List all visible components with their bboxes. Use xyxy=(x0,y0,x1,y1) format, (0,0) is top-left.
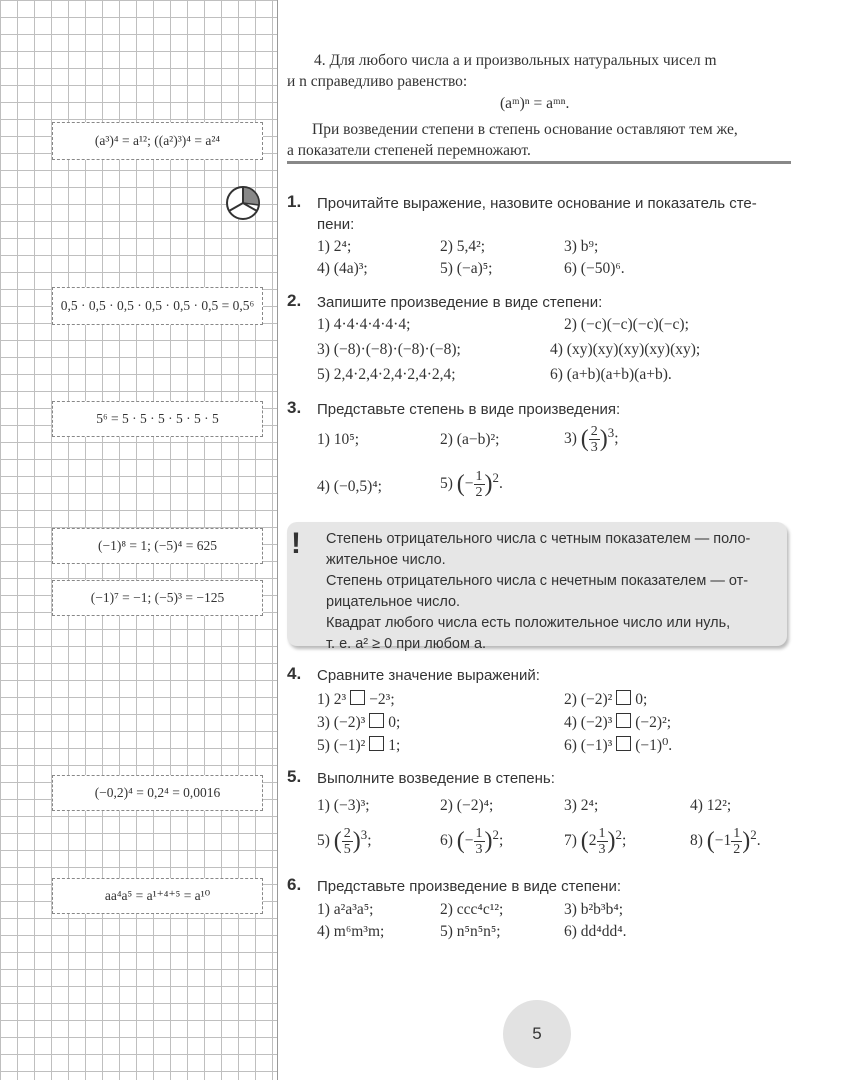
task-4-text: Сравните значение выражений: xyxy=(317,667,540,684)
task-2-item: 4) (xy)(xy)(xy)(xy)(xy); xyxy=(550,341,701,358)
answer-box[interactable] xyxy=(350,690,365,705)
task-4-item: 5) (−1)² 1; xyxy=(317,737,401,754)
task-1-item: 6) (−50)⁶. xyxy=(564,260,625,277)
rule-4-line-1: 4. Для любого числа a и произвольных натуральных чисел m xyxy=(314,52,717,69)
answer-box[interactable] xyxy=(616,736,631,751)
exclamation-icon: ! xyxy=(291,527,301,560)
task-3-item: 2) (a−b)²; xyxy=(440,431,500,448)
task-1-item: 4) (4a)³; xyxy=(317,260,368,277)
margin-note-power-of-power xyxy=(52,122,263,160)
answer-box[interactable] xyxy=(369,713,384,728)
task-2-item: 3) (−8)·(−8)·(−8)·(−8); xyxy=(317,341,461,358)
task-6-number: 6. xyxy=(287,875,302,894)
margin-note-odd-power xyxy=(52,580,263,616)
task-3-number: 3. xyxy=(287,398,302,417)
task-4-item: 3) (−2)³ 0; xyxy=(317,714,401,731)
task-6-item: 2) ccc⁴c¹²; xyxy=(440,901,504,918)
task-6-item: 1) a²a³a⁵; xyxy=(317,901,374,918)
rule-4-line-4: а показатели степеней перемножают. xyxy=(287,142,531,159)
task-2-item: 5) 2,4·2,4·2,4·2,4·2,4; xyxy=(317,366,456,383)
task-5-item-6: 6) (− $\frac{1}{3}$ )$^2$; xyxy=(440,826,504,857)
task-6-item: 5) n⁵n⁵n⁵; xyxy=(440,923,501,940)
task-5-item: 4) 12²; xyxy=(690,797,732,814)
task-4-item: 1) 2³ −2³; xyxy=(317,691,395,708)
margin-note-negative-decimal xyxy=(52,775,263,811)
task-1-item: 5) (−a)⁵; xyxy=(440,260,493,277)
task-4-item: 4) (−2)³ (−2)²; xyxy=(564,714,672,731)
task-5-item-7: 7) (2 $\frac{1}{3}$ )$^2$; xyxy=(564,826,627,857)
task-4-number: 4. xyxy=(287,664,302,683)
task-1-item: 1) 2⁴; xyxy=(317,238,352,255)
task-2-item: 6) (a+b)(a+b)(a+b). xyxy=(550,366,672,383)
task-4-item: 2) (−2)² 0; xyxy=(564,691,648,708)
task-3-item-5: 5) (− $\frac{1}{2}$ )$^2$. xyxy=(440,469,503,500)
answer-box[interactable] xyxy=(369,736,384,751)
margin-note-5-power-6 xyxy=(52,401,263,437)
note-text: 0,5 · 0,5 · 0,5 · 0,5 · 0,5 · 0,5 = 0,5⁶ xyxy=(60,298,255,313)
task-5-text: Выполните возведение в степень: xyxy=(317,770,555,787)
task-4-item: 6) (−1)³ (−1)⁰. xyxy=(564,737,673,754)
section-divider xyxy=(287,161,791,164)
pie-segment-icon xyxy=(225,185,261,221)
answer-box[interactable] xyxy=(616,713,631,728)
rule-4-line-3: При возведении степени в степень основание оставляют тем же, xyxy=(312,121,738,138)
task-5-item: 2) (−2)⁴; xyxy=(440,797,494,814)
task-5-item: 3) 2⁴; xyxy=(564,797,599,814)
task-5-item: 1) (−3)³; xyxy=(317,797,370,814)
rule-4-line-2: и n справедливо равенство: xyxy=(287,73,468,90)
task-3-item-3: 3) ( $\frac{2}{3}$ )$^3$; xyxy=(564,424,619,455)
task-6-text: Представьте произведение в виде степени: xyxy=(317,878,621,895)
task-3-item: 4) (−0,5)⁴; xyxy=(317,478,382,495)
margin-note-sum-exponents xyxy=(52,878,263,914)
page-number: 5 xyxy=(503,1000,571,1068)
task-3-item: 1) 10⁵; xyxy=(317,431,359,448)
task-5-number: 5. xyxy=(287,767,302,786)
task-5-item-5: 5) ( $\frac{2}{5}$ )$^3$; xyxy=(317,826,372,857)
note-text: aa⁴a⁵ = a¹⁺⁴⁺⁵ = a¹⁰ xyxy=(104,888,211,903)
task-1-text-1: Прочитайте выражение, назовите основание и показатель сте- xyxy=(317,195,757,212)
margin-note-even-power xyxy=(52,528,263,564)
task-1-item: 2) 5,4²; xyxy=(440,238,486,255)
rule-4-formula: (aᵐ)ⁿ = aᵐⁿ. xyxy=(500,95,570,112)
note-text: 5⁶ = 5 · 5 · 5 · 5 · 5 · 5 xyxy=(96,411,219,426)
note-text: (−1)⁸ = 1; (−5)⁴ = 625 xyxy=(98,538,217,553)
answer-box[interactable] xyxy=(616,690,631,705)
task-2-item: 1) 4·4·4·4·4·4; xyxy=(317,316,411,333)
task-3-text: Представьте степень в виде произведения: xyxy=(317,401,621,418)
task-5-item-8: 8) (−1 $\frac{1}{2}$ )$^2$. xyxy=(690,826,761,857)
task-6-item: 6) dd⁴dd⁴. xyxy=(564,923,627,940)
task-2-number: 2. xyxy=(287,291,302,310)
margin-note-product-0-5 xyxy=(52,287,263,325)
task-2-text: Запишите произведение в виде степени: xyxy=(317,294,603,311)
rule-callout-text: Степень отрицательного числа с четным показателем — поло- жительное число. Степень отрицательного числа с нечетным показателем — от- рицательное число. Квадрат любого числа есть положительное число или нуль, т. е. a² ≥ 0 при любом a. xyxy=(326,531,751,652)
task-6-item: 4) m⁶m³m; xyxy=(317,923,385,940)
task-2-item: 2) (−c)(−c)(−c)(−c); xyxy=(564,316,689,333)
note-text: (−0,2)⁴ = 0,2⁴ = 0,0016 xyxy=(94,785,221,800)
task-1-text-2: пени: xyxy=(317,216,355,233)
task-6-item: 3) b²b³b⁴; xyxy=(564,901,624,918)
task-1-item: 3) b⁹; xyxy=(564,238,599,255)
task-1-number: 1. xyxy=(287,192,302,211)
note-text: (a³)⁴ = a¹²; ((a²)³)⁴ = a²⁴ xyxy=(94,133,221,148)
note-text: (−1)⁷ = −1; (−5)³ = −125 xyxy=(90,590,225,605)
